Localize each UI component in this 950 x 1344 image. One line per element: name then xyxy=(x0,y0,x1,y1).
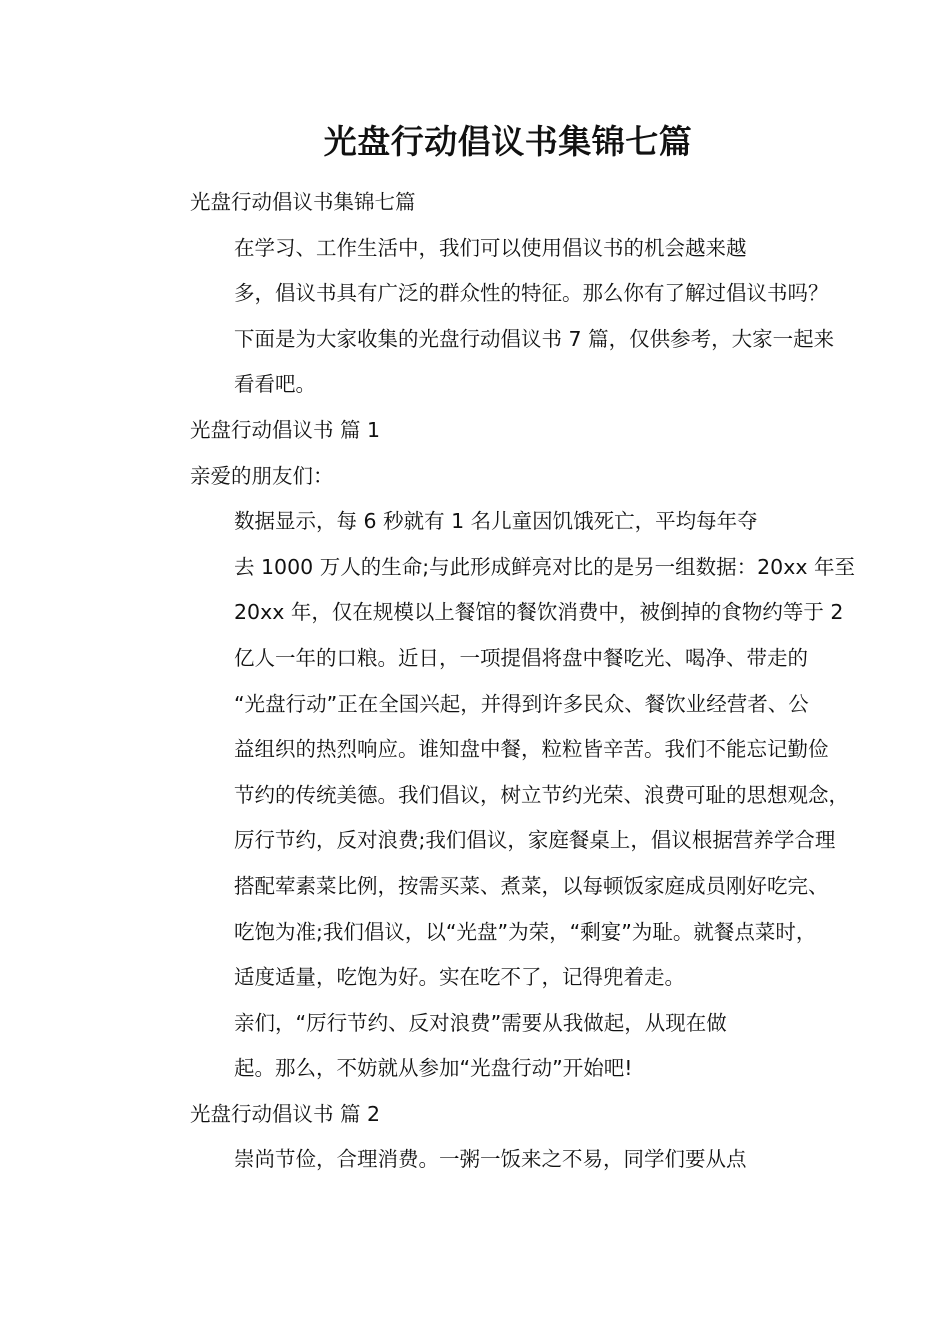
text-line: 数据显示，每 6 秒就有 1 名儿童因饥饿死亡，平均每年夺 xyxy=(234,509,758,534)
text-line: 在学习、工作生活中，我们可以使用倡议书的机会越来越 xyxy=(234,235,747,260)
salutation: 亲爱的朋友们： xyxy=(190,463,334,488)
text-line: 多，倡议书具有广泛的群众性的特征。那么你有了解过倡议书吗？ xyxy=(234,281,829,306)
section-heading-2: 光盘行动倡议书 篇 2 xyxy=(190,1101,381,1126)
text-line: 下面是为大家收集的光盘行动倡议书 7 篇，仅供参考，大家一起来 xyxy=(234,326,835,351)
intro-paragraph xyxy=(144,226,835,408)
text-line: 20xx 年，仅在规模以上餐馆的餐饮消费中，被倒掉的食物约等于 2 xyxy=(234,600,844,625)
text-line: “光盘行动”正在全国兴起，并得到许多民众、餐饮业经营者、公 xyxy=(234,691,809,716)
document-body xyxy=(144,180,855,1183)
text-line: 节约的传统美德。我们倡议，树立节约光荣、浪费可耻的思想观念， xyxy=(234,782,849,807)
text-line: 适度适量，吃饱为好。实在吃不了，记得兜着走。 xyxy=(234,965,685,990)
text-line: 去 1000 万人的生命;与此形成鲜亮对比的是另一组数据：20xx 年至 xyxy=(234,554,855,579)
body-paragraph-data xyxy=(144,499,855,1001)
text-line: 吃饱为准;我们倡议，以“光盘”为荣，“剩宴”为耻。就餐点菜时， xyxy=(234,919,817,944)
subtitle-paragraph: 光盘行动倡议书集锦七篇 xyxy=(190,190,416,214)
text-line: 看看吧。 xyxy=(234,372,316,397)
text-line: 亲们，“厉行节约、反对浪费”需要从我做起，从现在做 xyxy=(234,1010,727,1035)
text-line: 益组织的热烈响应。谁知盘中餐，粒粒皆辛苦。我们不能忘记勤俭 xyxy=(234,737,829,762)
text-line: 厉行节约，反对浪费;我们倡议，家庭餐桌上，倡议根据营养学合理 xyxy=(234,828,836,853)
text-line: 搭配荤素菜比例，按需买菜、煮菜，以每顿饭家庭成员刚好吃完、 xyxy=(234,873,829,898)
document-title: 光盘行动倡议书集锦七篇 xyxy=(323,122,693,161)
text-line: 亿人一年的口粮。近日，一项提倡将盘中餐吃光、喝净、带走的 xyxy=(234,645,808,670)
section-heading-1: 光盘行动倡议书 篇 1 xyxy=(190,417,381,442)
text-line: 崇尚节俭，合理消费。一粥一饭来之不易，同学们要从点 xyxy=(234,1147,747,1172)
body-paragraph-closing xyxy=(144,1001,819,1092)
body-paragraph-section-2 xyxy=(144,1137,819,1183)
text-line: 起。那么，不妨就从参加“光盘行动”开始吧! xyxy=(234,1056,633,1081)
